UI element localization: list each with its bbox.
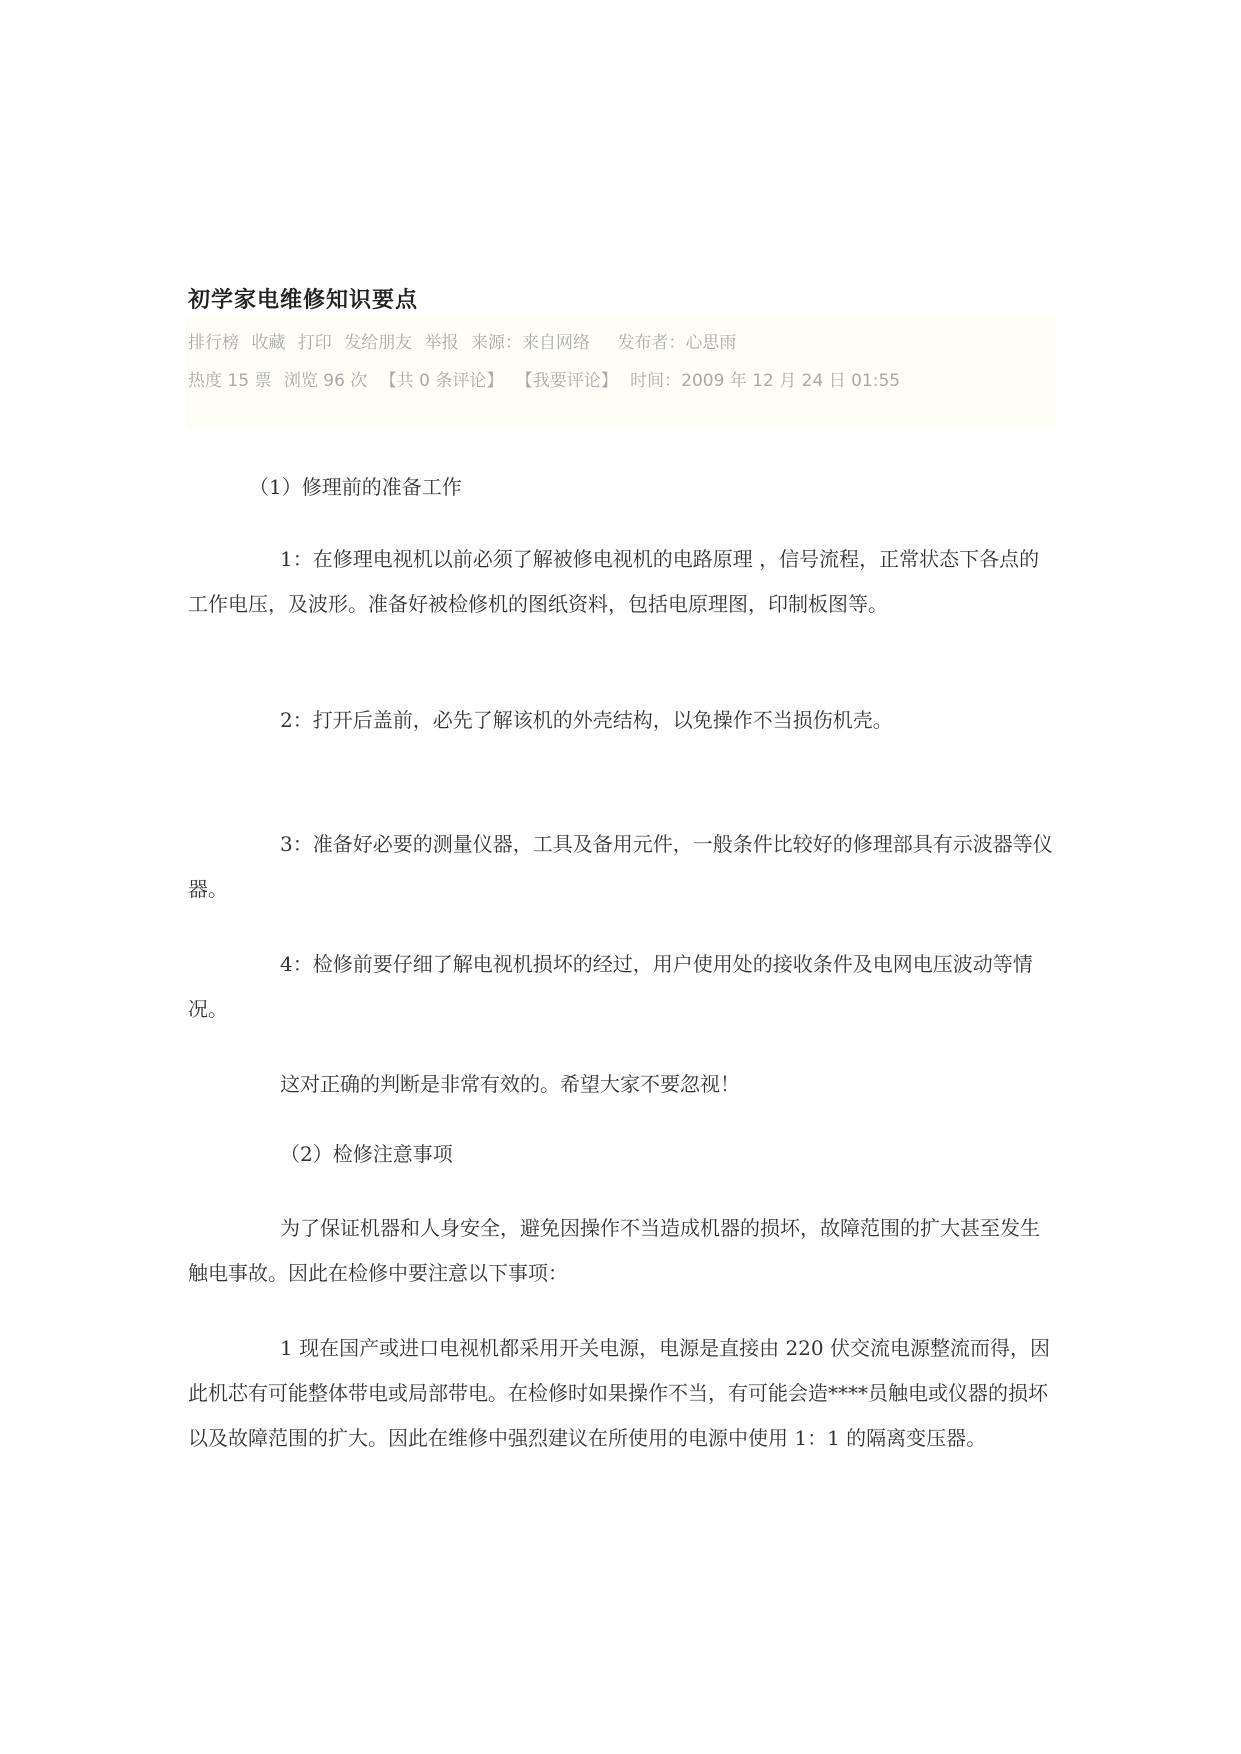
section-heading-cautions: （2）检修注意事项 (280, 1142, 453, 1166)
report-link[interactable]: 举报 (424, 333, 459, 353)
favorite-link[interactable]: 收藏 (251, 333, 286, 353)
print-link[interactable]: 打印 (297, 333, 332, 353)
heat-text: 热度 15 票 (188, 371, 272, 391)
section-heading-preparation: （1）修理前的准备工作 (249, 475, 462, 499)
source-text: 来源：来自网络 (471, 333, 591, 353)
paragraph-note: 这对正确的判断是非常有效的。希望大家不要忽视！ (280, 1072, 740, 1096)
meta-actions-line (188, 328, 743, 353)
article-title: 初学家电维修知识要点 (188, 287, 419, 313)
meta-stats-line (188, 366, 907, 391)
article-meta-box (186, 316, 1056, 430)
paragraph-prep-2: 2：打开后盖前，必先了解该机的外壳结构，以免操作不当损伤机壳。 (280, 708, 893, 732)
views-text: 浏览 96 次 (283, 371, 368, 391)
paragraph-prep-3: 3：准备好必要的测量仪器，工具及备用元件，一般条件比较好的修理部具有示波器等仪器。 (188, 832, 1053, 901)
paragraph-caution-1: 1 现在国产或进口电视机都采用开关电源，电源是直接由 220 伏交流电源整流而得，因此机芯有可能整体带电或局部带电。在检修时如果操作不当，有可能会造****员触电或仪器的损坏以及故障范围的扩大。因此在维修中强烈建议在所使用的电源中使用 1：1 的隔离变压器。 (188, 1336, 1050, 1450)
publisher-text: 发布者：心思雨 (617, 333, 737, 353)
send-to-friend-link[interactable]: 发给朋友 (344, 333, 413, 353)
comment-count-link[interactable]: 【共 0 条评论】 (379, 371, 504, 391)
write-comment-link[interactable]: 【我要评论】 (515, 371, 618, 391)
publish-time: 时间：2009 年 12 月 24 日 01:55 (630, 371, 901, 391)
paragraph-cautions-intro: 为了保证机器和人身安全，避免因操作不当造成机器的损坏，故障范围的扩大甚至发生触电事故。因此在检修中要注意以下事项： (188, 1216, 1040, 1285)
paragraph-prep-1: 1：在修理电视机以前必须了解被修电视机的电路原理 ，信号流程，正常状态下各点的工作电压，及波形。准备好被检修机的图纸资料，包括电原理图，印制板图等。 (188, 547, 1040, 616)
paragraph-prep-4: 4：检修前要仔细了解电视机损坏的经过，用户使用处的接收条件及电网电压波动等情况。 (188, 952, 1033, 1021)
rank-link[interactable]: 排行榜 (188, 333, 239, 353)
